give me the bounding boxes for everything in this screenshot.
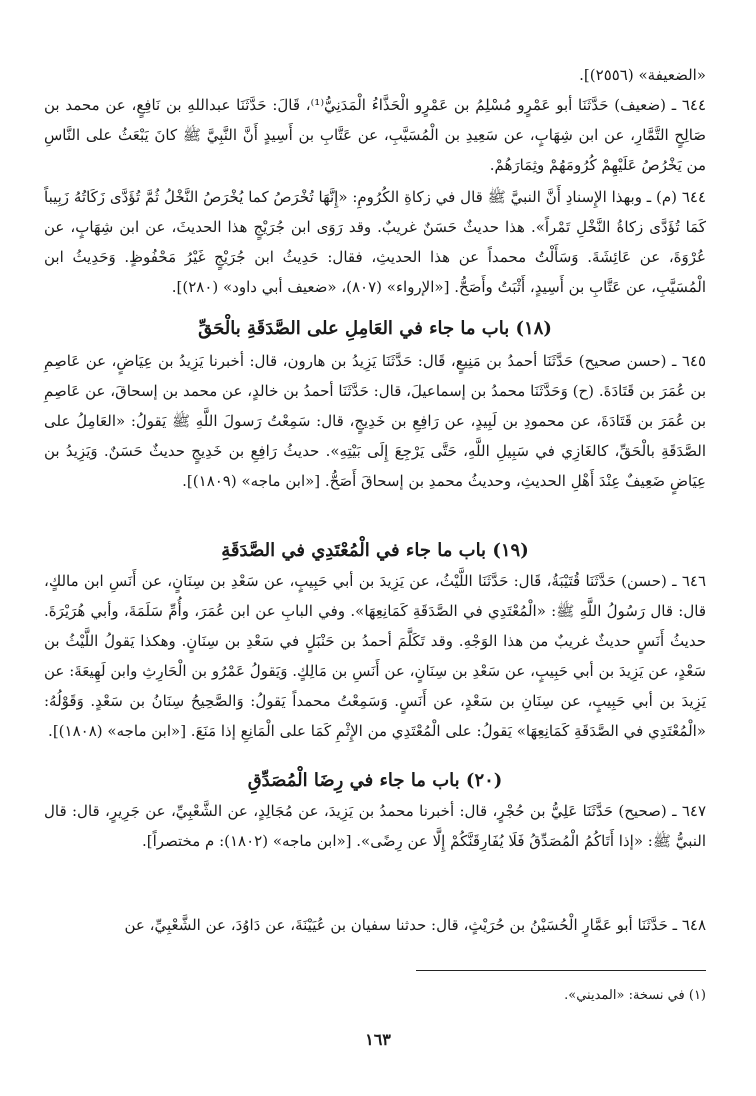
hadith-648: ٦٤٨ ـ حَدَّثَنَا أبو عَمَّارٍ الْحُسَيْنُ بن حُرَيْثٍ، قال: حدثنا سفيان بن عُيَيْنَةَ، عن دَاوُدَ، عن الشَّعْبِيِّ، عن [124, 916, 706, 934]
hadith-644-m: ٦٤٤ (م) ـ وبهذا الإِسنادِ أَنَّ النبيَّ ﷺ قال في زكاةِ الكُرُومِ: «إِنَّهَا تُخْرَصُ كما يُخْرَصُ النَّخْلُ ثُمَّ تُؤَدَّى زَكَاتُهُ زَبِيباً كَمَا تُؤَدَّى زكاةُ النَّخْلِ تَمْراً». هذا حديثٌ حَسَنٌ غريبٌ. وقد رَوَى ابن جُرَيْجٍ هذا الحديثَ، عن ابن شِهَابٍ، عن عُرْوَةَ، عن عَائِشَةَ. وَسَأَلْتُ محمداً عن هذا الحديثِ، فقال: حَدِيثُ ابن جُرَيْجٍ غَيْرُ مَحْفُوظٍ. وَحَدِيثُ ابن الْمُسَيَّبِ، عن عَتَّابِ بن أَسِيدٍ، أَثْبَتُ وأَصَحُّ. [«الإرواء» (٨٠٧)، «ضعيف أبي داود» (٢٨٠)]. [44, 188, 706, 296]
chapter-20-heading: (٢٠) باب ما جاء في رِضَا الْمُصَدِّقِ [247, 770, 503, 791]
hadith-646: ٦٤٦ ـ (حسن) حَدَّثَنَا قُتَيْبَةُ، قَال: حَدَّثَنَا اللَّيْثُ، عن يَزِيدَ بن أبي حَبِيبٍ، عن سَعْدِ بن سِنَانٍ، عن أَنَسِ ابن مالكٍ، قال: قال رَسُولُ اللَّهِ ﷺ: «الْمُعْتَدِي في الصَّدَقَةِ كَمَانِعِهَا». وفي البابِ عن ابن عُمَرَ، وأُمِّ سَلَمَةَ، وأبي هُرَيْرَةَ. حديثُ أَنَسٍ حديثٌ غريبٌ من هذا الوَجْهِ. وقد تَكَلَّمَ أحمدُ بن حَنْبَلٍ في سَعْدِ بن سِنَانٍ. وهكذا يَقولُ اللَّيْثُ بن سَعْدٍ، عن يَزِيدَ بن أبي حَبِيبٍ، عن سَعْدِ بن سِنَانٍ، عن أَنَسِ بن مَالِكٍ. وَيَقولُ عَمْرُو بن الْحَارِثِ وابن لَهِيعَةَ: عن يَزِيدَ بن أبي حَبِيبٍ، عن سِنَانِ بن سَعْدٍ، عن أَنَسٍ. وَسَمِعْتُ محمداً يَقولُ: وَالصَّحِيحُ سِنَانُ بن سَعْدٍ. وَقَوْلُهُ: «الْمُعْتَدِي في الصَّدَقَةِ كَمَانِعِهَا» يَقولُ: على الْمُعْتَدِي من الإِثْمِ كَمَا على الْمَانِعِ إذا مَنَعَ. [«ابن ماجه» (١٨٠٨)]. [44, 572, 706, 740]
hadith-645: ٦٤٥ ـ (حسن صحيح) حَدَّثَنَا أحمدُ بن مَنِيعٍ، قَال: حَدَّثَنَا يَزِيدُ بن هارون، قال: أخبرنا يَزِيدُ بن عِيَاضٍ، عن عَاصِمِ بن عُمَرَ بن قَتَادَةَ. (ح) وَحَدَّثَنَا محمدُ بن إسماعيلَ، قال: حَدَّثَنَا أحمدُ بن خالدٍ، عن محمد بن إسحاقَ، عن عَاصِمِ بن عُمَرَ بن قَتَادَةَ، عن محمودِ بن لَبِيدٍ، عن رَافِعِ بن خَدِيجٍ، قال: سَمِعْتُ رَسولَ اللَّهِ ﷺ يَقولُ: «العَامِلُ على الصَّدَقَةِ بالْحَقِّ، كالغَازِي في سَبِيلِ اللَّهِ، حَتَّى يَرْجِعَ إِلَى بَيْتِهِ». حديثُ رَافِعِ بن خَدِيجٍ حديثٌ حَسَنٌ. وَيَزِيدُ بن عِيَاضٍ ضَعِيفٌ عِنْدَ أَهْلِ الحديثِ، وحديثُ محمدِ بن إسحاقَ أَصَحُّ. [«ابن ماجه» (١٨٠٩)]. [44, 352, 706, 490]
footnote-separator [416, 970, 706, 971]
hadith-647: ٦٤٧ ـ (صحيح) حَدَّثَنَا عَلِيُّ بن حُجْرٍ، قال: أخبرنا محمدُ بن يَزِيدَ، عن مُجَالِدٍ، عن الشَّعْبِيِّ، عن جَرِيرٍ، قال: قال النبيُّ ﷺ: «إذا أَتَاكُمُ الْمُصَدِّقُ فَلَا يُفَارِقَنَّكُمْ إِلَّا عن رِضًى». [«ابن ماجه» (١٨٠٢): م مختصراً]. [44, 802, 706, 850]
footnote: (١) في نسخة: «المديني». [564, 988, 706, 1003]
continuation-reference: «الضعيفة» (٢٥٥٦)]. [579, 66, 706, 84]
chapter-18-heading: (١٨) باب ما جاء في العَامِلِ على الصَّدَقَةِ بالْحَقِّ [198, 318, 552, 339]
chapter-19-heading: (١٩) باب ما جاء في الْمُعْتَدِي في الصَّدَقَةِ [221, 540, 529, 561]
page-number: ١٦٣ [365, 1030, 391, 1049]
hadith-644: ٦٤٤ ـ (ضعيف) حَدَّثَنَا أبو عَمْرٍو مُسْلِمُ بن عَمْرٍو الْحَذَّاءُ الْمَدَنِيُّ⁽¹⁾، قَالَ: حَدَّثَنَا عبداللهِ بن نَافِعٍ، عن محمد بن صَالِحٍ التَّمَّارِ، عن ابن شِهَابٍ، عن سَعِيدِ بن الْمُسَيَّبِ، عن عَتَّابِ بن أَسِيدٍ أَنَّ النَّبِيَّ ﷺ كانَ يَبْعَثُ على النَّاسِ من يَخْرُصُ عَلَيْهِمْ كُرُومَهُمْ وثِمَارَهُمْ. [44, 96, 707, 174]
